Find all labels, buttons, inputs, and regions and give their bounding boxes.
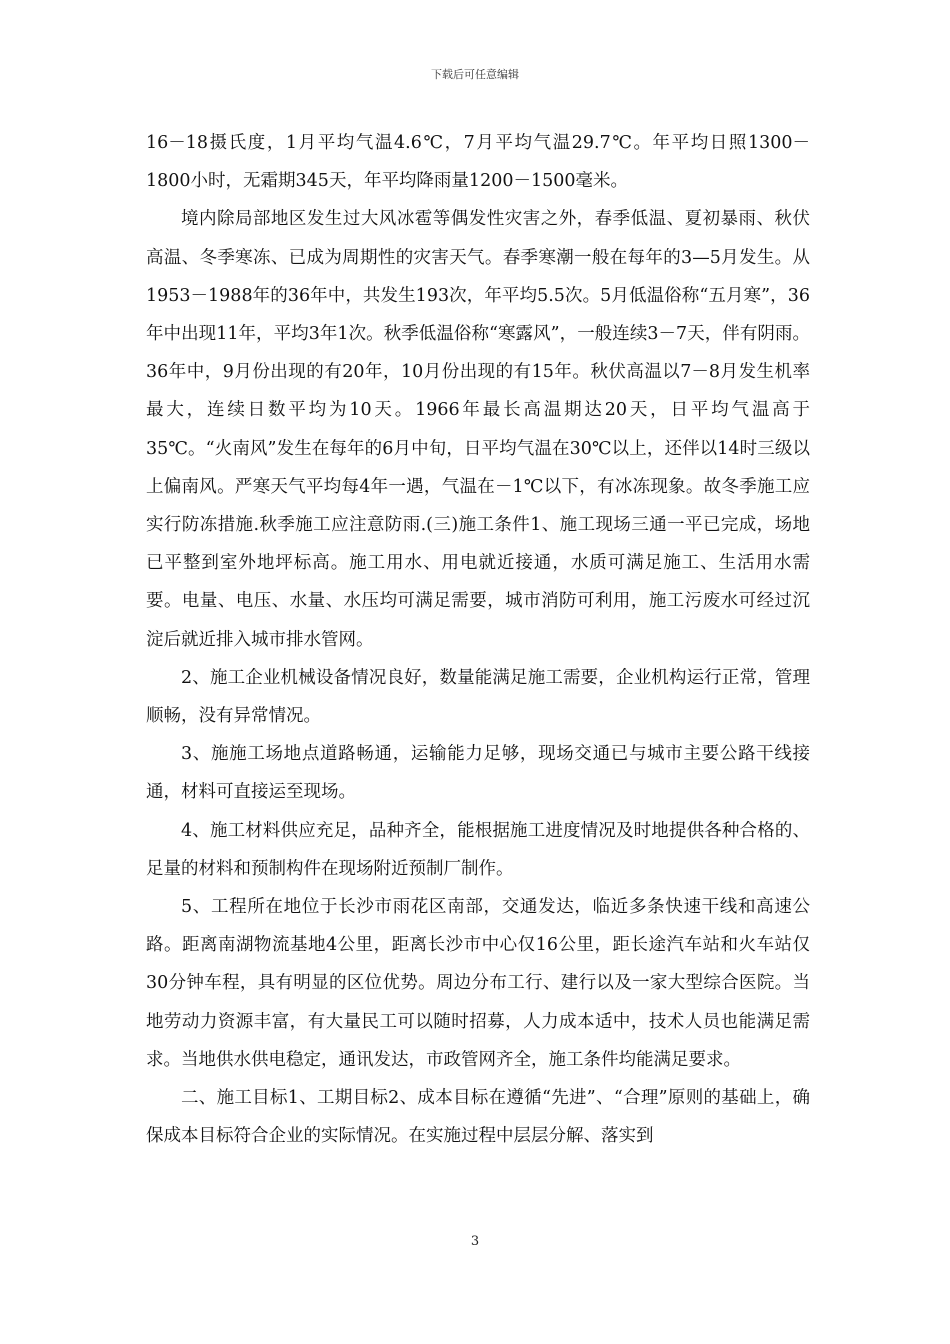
page-header: 下载后可任意编辑 — [431, 68, 519, 81]
paragraph: 3、施施工场地点道路畅通，运输能力足够，现场交通已与城市主要公路干线接通，材料可直接运至现场。 — [146, 744, 810, 803]
paragraph: 4、施工材料供应充足，品种齐全，能根据施工进度情况及时地提供各种合格的、足量的材料和预制构件在现场附近预制厂制作。 — [146, 820, 810, 879]
paragraph: 境内除局部地区发生过大风冰雹等偶发性灾害之外，春季低温、夏初暴雨、秋伏高温、冬季寒冻、已成为周期性的灾害天气。春季寒潮一般在每年的3—5月发生。从1953－1988年的36年中，共发生193次，年平均5.5次。5月低温俗称“五月寒”，36年中出现11年，平均3年1次。秋季低温俗称“寒露风”，一般连续3－7天，伴有阴雨。36年中，9月份出现的有20年，10月份出现的有15年。秋伏高温以7－8月发生机率最大，连续日数平均为10天。1966年最长高温期达20天，日平均气温高于35℃。“火南风”发生在每年的6月中旬，日平均气温在30℃以上，还伴以14时三级以上偏南风。严寒天气平均每4年一遇，气温在－1℃以下，有冰冻现象。故冬季施工应实行防冻措施.秋季施工应注意防雨.(三)施工条件1、施工现场三通一平已完成，场地已平整到室外地坪标高。施工用水、用电就近接通，水质可满足施工、生活用水需要。电量、电压、水量、水压均可满足需要，城市消防可利用，施工污废水可经过沉淀后就近排入城市排水管网。 — [146, 209, 810, 650]
page-number: 3 — [470, 1234, 480, 1249]
document-body — [146, 124, 810, 1155]
paragraph: 16－18摄氏度，1月平均气温4.6℃，7月平均气温29.7℃。年平均日照1300－1800小时，无霜期345天，年平均降雨量1200－1500毫米。 — [146, 133, 810, 192]
paragraph: 二、施工目标1、工期目标2、成本目标在遵循“先进”、“合理”原则的基础上，确保成本目标符合企业的实际情况。在实施过程中层层分解、落实到 — [146, 1088, 810, 1147]
paragraph: 2、施工企业机械设备情况良好，数量能满足施工需要，企业机构运行正常，管理顺畅，没有异常情况。 — [146, 667, 810, 727]
paragraph: 5、工程所在地位于长沙市雨花区南部，交通发达，临近多条快速干线和高速公路。距离南湖物流基地4公里，距离长沙市中心仅16公里，距长途汽车站和火车站仅30分钟车程，具有明显的区位优势。周边分布工行、建行以及一家大型综合医院。当地劳动力资源丰富，有大量民工可以随时招募，人力成本适中，技术人员也能满足需求。当地供水供电稳定，通讯发达，市政管网齐全，施工条件均能满足要求。 — [146, 897, 810, 1070]
